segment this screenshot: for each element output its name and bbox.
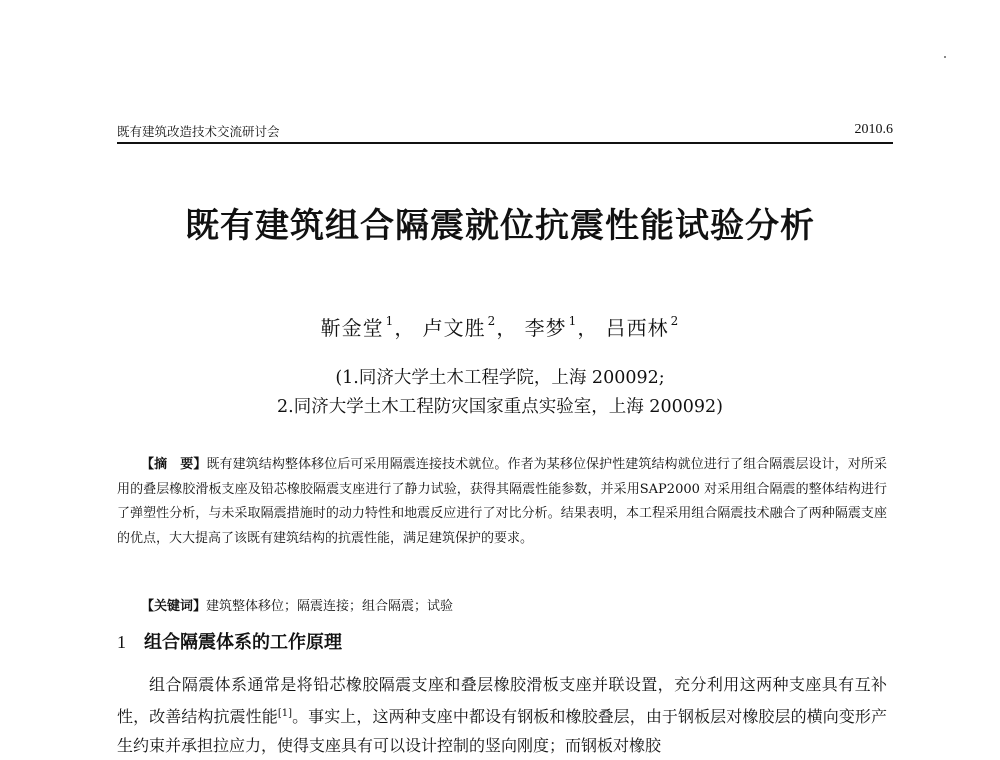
author-separator: ， [496, 316, 518, 340]
running-header [117, 122, 893, 144]
body-text-part: 组合隔震体系通常是将铅芯橡胶隔震支座和叠层橡胶滑板支座并联设置，充分利用这两种支座具有互补性，改善结构抗震性能 [117, 675, 887, 726]
scan-mark [944, 56, 946, 58]
section-title: 组合隔震体系的工作原理 [144, 632, 342, 653]
citation-ref: [1] [277, 708, 292, 719]
author-affiliation-mark: 2 [670, 314, 680, 328]
header-date: 2010.6 [854, 122, 893, 137]
body-paragraph [117, 670, 887, 760]
author-name: 靳金堂 [320, 316, 384, 340]
body-text-part: 。事实上，这两种支座中都设有钢板和橡胶叠层，由于钢板层对橡胶层的横向变形产生约束并承担拉应力，使得支座具有可以设计控制的竖向刚度；而钢板对橡胶 [117, 707, 887, 755]
author-name: 吕西林 [605, 316, 669, 340]
keywords-text: 建筑整体移位；隔震连接；组合隔震；试验 [206, 599, 454, 614]
section-number: 1 [117, 632, 126, 652]
author-name: 卢文胜 [422, 316, 486, 340]
author-separator: ， [394, 316, 416, 340]
header-conference: 既有建筑改造技术交流研讨会 [117, 124, 280, 139]
author-affiliation-mark: 1 [385, 314, 395, 328]
section-heading [117, 628, 342, 654]
affiliation-2: 2.同济大学土木工程防灾国家重点实验室，上海 200092) [277, 397, 723, 417]
affiliation-1: (1.同济大学土木工程学院，上海 200092; [335, 368, 665, 388]
author-affiliation-mark: 1 [568, 314, 578, 328]
author-name: 李梦 [524, 316, 567, 340]
author-list [0, 312, 1000, 341]
abstract [117, 453, 887, 551]
abstract-label: 【摘 要】 [141, 457, 207, 472]
author-separator: ， [577, 316, 599, 340]
paper-title: 既有建筑组合隔震就位抗震性能试验分析 [185, 206, 815, 246]
author-affiliation-mark: 2 [487, 314, 497, 328]
keywords [141, 595, 887, 614]
keywords-label: 【关键词】 [141, 599, 207, 614]
abstract-text: 既有建筑结构整体移位后可采用隔震连接技术就位。作者为某移位保护性建筑结构就位进行了组合隔震层设计，对所采用的叠层橡胶滑板支座及铅芯橡胶隔震支座进行了静力试验，获得其隔震性能参数，并采用SAP2000 对采用组合隔震的整体结构进行了弹塑性分析，与未采取隔震措施时的动力特性和地震反应进行了对比分析。结果表明，本工程采用组合隔震技术融合了两种隔震支座的优点，大大提高了该既有建筑结构的抗震性能，满足建筑保护的要求。 [117, 457, 887, 546]
